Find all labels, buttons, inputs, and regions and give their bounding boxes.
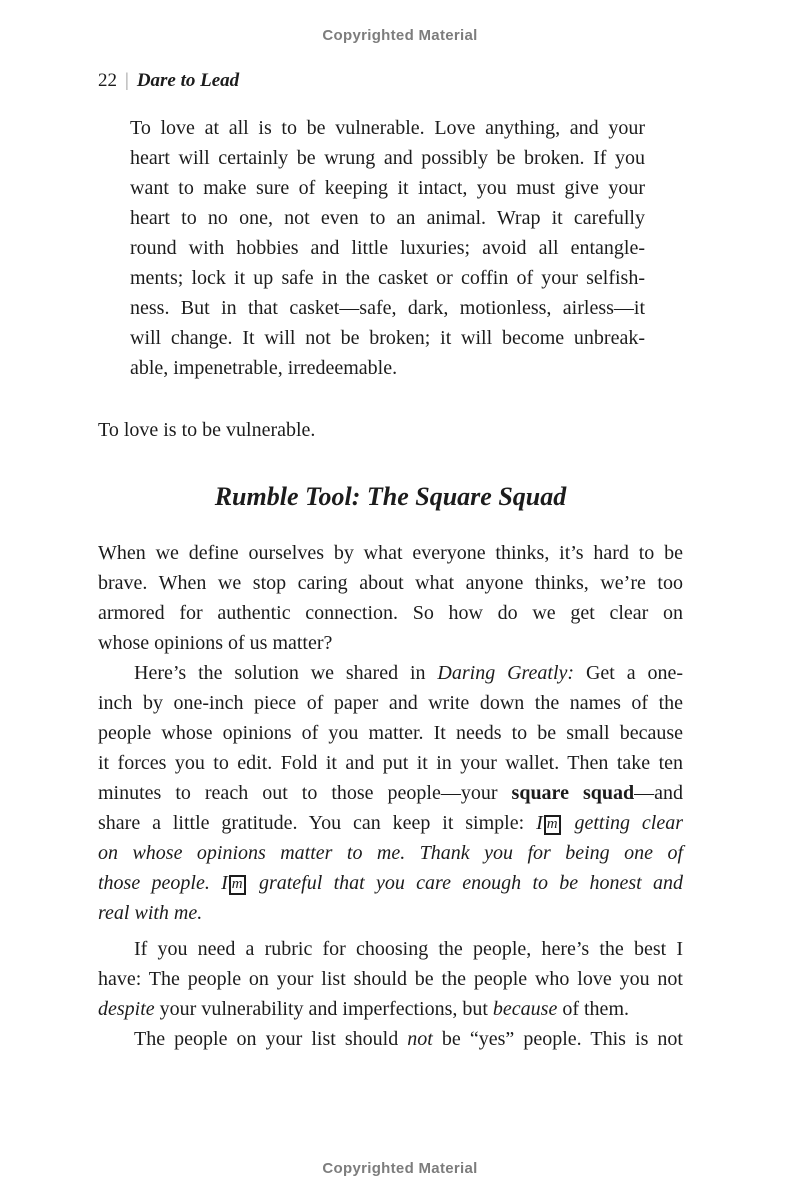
text-line: To love is to be vulnerable. — [98, 419, 316, 441]
page-number: 22 — [98, 70, 117, 91]
paragraph-4 — [98, 1024, 683, 1054]
text-line: people whose opinions of you matter. It needs to be small because — [98, 722, 683, 744]
text-line: those people. I m grateful that you care enough to be honest and — [98, 872, 683, 894]
text-line: To love at all is to be vulnerable. Love anything, and your — [130, 117, 645, 139]
text-line: it forces you to edit. Fold it and put it in your wallet. Then take ten — [98, 752, 683, 774]
text-line: If you need a rubric for choosing the people, here’s the best I — [134, 938, 683, 960]
text-line: ments; lock it up safe in the casket or coffin of your selfish- — [130, 267, 645, 289]
text-line: share a little gratitude. You can keep it simple: I m getting clear — [98, 812, 684, 834]
copyright-notice-bottom: Copyrighted Material — [322, 1160, 478, 1177]
header-separator: | — [125, 70, 129, 91]
text-line: have: The people on your list should be the people who love you not — [98, 968, 683, 990]
text-line: despite your vulnerability and imperfections, but because of them. — [98, 998, 629, 1020]
text-line: on whose opinions matter to me. Thank you for being one of — [98, 842, 683, 864]
text-line: whose opinions of us matter? — [98, 632, 333, 654]
text-line: want to make sure of keeping it intact, you must give your — [130, 177, 645, 199]
cs-lewis-quote — [130, 113, 645, 383]
text-line: will change. It will not be broken; it will become unbreak- — [130, 327, 645, 349]
text-line: armored for authentic connection. So how do we get clear on — [98, 602, 683, 624]
text-line: heart to no one, not even to an animal. Wrap it carefully — [130, 207, 645, 229]
page-content — [98, 113, 683, 1054]
text-line: round with hobbies and little luxuries; avoid all entangle- — [130, 237, 645, 259]
text-line: minutes to reach out to those people—your square squad—and — [98, 782, 684, 804]
text-line: real with me. — [98, 902, 203, 924]
missing-glyph-box: m — [229, 875, 246, 895]
copyright-notice-top: Copyrighted Material — [322, 27, 478, 44]
paragraph-2 — [98, 658, 683, 928]
page-header — [98, 70, 239, 92]
text-line: able, impenetrable, irredeemable. — [130, 357, 398, 379]
book-title: Dare to Lead — [136, 70, 240, 91]
paragraph-1 — [98, 538, 683, 658]
text-line: When we define ourselves by what everyone thinks, it’s hard to be — [98, 542, 683, 564]
text-line: Here’s the solution we shared in Daring Greatly: Get a one- — [134, 662, 683, 684]
text-line: inch by one-inch piece of paper and write down the names of the — [98, 692, 683, 714]
text-line: heart will certainly be wrung and possibly be broken. If you — [130, 147, 645, 169]
text-line: ness. But in that casket—safe, dark, motionless, airless—it — [130, 297, 645, 319]
paragraph-3 — [98, 934, 683, 1024]
standalone-line — [98, 415, 683, 445]
text-line: brave. When we stop caring about what anyone thinks, we’re too — [98, 572, 683, 594]
section-heading: Rumble Tool: The Square Squad — [214, 482, 567, 511]
text-line: The people on your list should not be “yes” people. This is not — [134, 1028, 683, 1050]
missing-glyph-box: m — [544, 815, 561, 835]
